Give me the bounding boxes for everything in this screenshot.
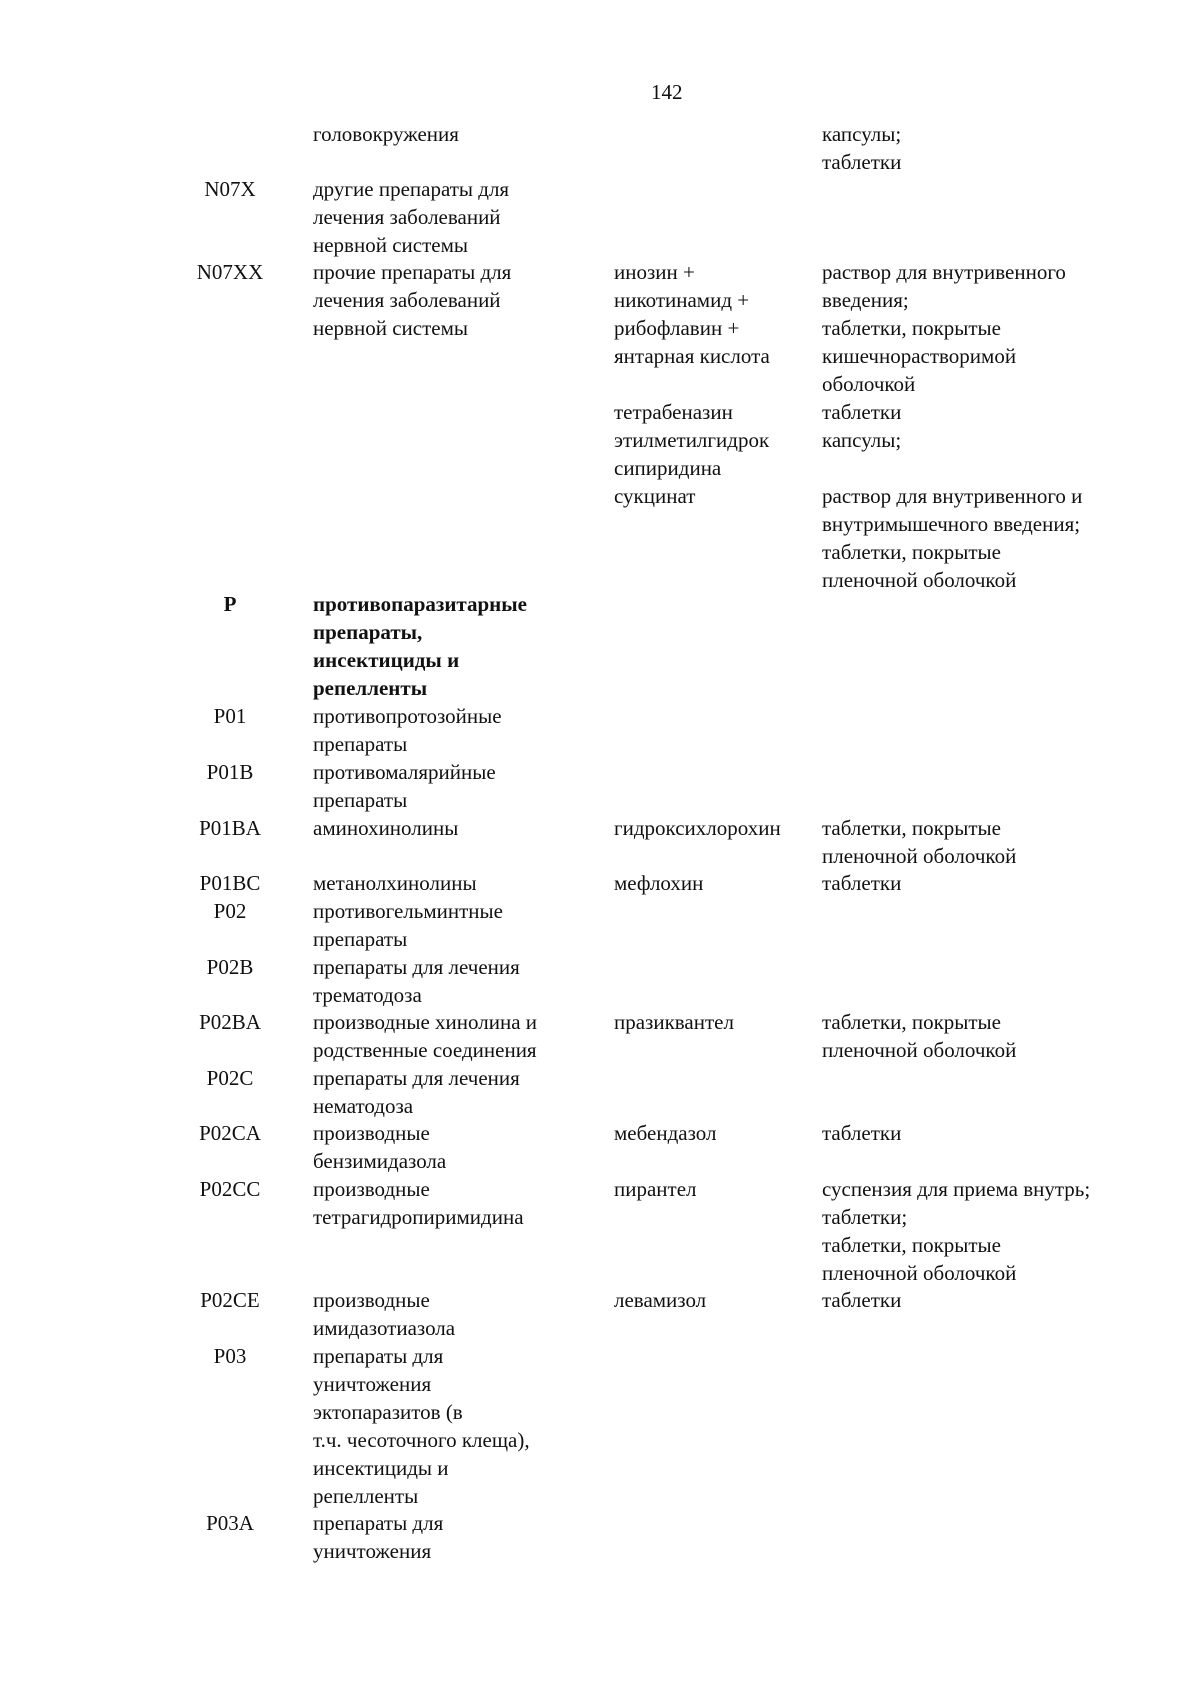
anatomical-therapeutic-group (313, 1064, 593, 1120)
text-line: репелленты (313, 676, 428, 700)
dosage-form-column (822, 1175, 1152, 1287)
text-line: празиквантел (614, 1010, 734, 1034)
text-line: левамизол (614, 1288, 707, 1312)
text-line: имидазотиазола (313, 1316, 456, 1340)
text-line: препараты для лечения (313, 1066, 520, 1090)
atc-code: P (223, 592, 237, 616)
anatomical-therapeutic-group (313, 120, 593, 148)
text-line: пленочной оболочкой (822, 1038, 1017, 1062)
atc-code: P02BA (199, 1010, 261, 1034)
text-line: противомалярийные (313, 760, 496, 784)
text-line: головокружения (313, 122, 459, 146)
anatomical-therapeutic-group (313, 897, 593, 953)
anatomical-therapeutic-group (313, 702, 593, 758)
text-line: таблетки, покрытые (822, 316, 1001, 340)
text-line: нематодоза (313, 1094, 414, 1118)
text-line: аминохинолины (313, 816, 459, 840)
drug-name (614, 1008, 814, 1064)
drug-name (614, 1175, 814, 1287)
drug-name-column (614, 120, 814, 176)
text-line (822, 454, 1152, 482)
dosage-form (822, 1008, 1152, 1064)
text-line: производные (313, 1177, 430, 1201)
atc-code: P01 (213, 704, 247, 728)
drug-name-column (614, 258, 814, 594)
anatomical-therapeutic-group (313, 758, 593, 814)
text-line: трематодоза (313, 983, 422, 1007)
text-line: препараты (313, 788, 408, 812)
text-line: бензимидазола (313, 1149, 447, 1173)
atc-code: P02CE (200, 1288, 260, 1312)
text-line: уничтожения (313, 1372, 432, 1396)
text-line: препараты (313, 732, 408, 756)
atc-code: P02 (213, 899, 247, 923)
dosage-form (822, 120, 1152, 176)
text-line: другие препараты для (313, 177, 510, 201)
text-line: капсулы; (822, 428, 902, 452)
text-line: противогельминтные (313, 899, 503, 923)
text-line: пленочной оболочкой (822, 1261, 1017, 1285)
text-line: гидроксихлорохин (614, 816, 781, 840)
dosage-form-column (822, 1119, 1152, 1147)
text-line: кишечнорастворимой (822, 344, 1017, 368)
text-line: препараты (313, 927, 408, 951)
text-line: нервной системы (313, 316, 468, 340)
drug-name-column (614, 1119, 814, 1147)
atc-code: P02CA (199, 1121, 261, 1145)
anatomical-therapeutic-group (313, 1342, 593, 1510)
dosage-form-column (822, 869, 1152, 897)
dosage-form-column (822, 814, 1152, 870)
text-line: таблетки, покрытые (822, 816, 1001, 840)
text-line: противопаразитарные (313, 592, 527, 616)
text-line: т.ч. чесоточного клеща), (313, 1428, 530, 1452)
anatomical-therapeutic-group (313, 1175, 593, 1231)
text-line: пленочной оболочкой (822, 844, 1017, 868)
text-line: таблетки (822, 1121, 902, 1145)
drug-name (614, 426, 814, 594)
drug-name-column (614, 1008, 814, 1064)
text-line: противопротозойные (313, 704, 502, 728)
atc-code: N07X (204, 177, 256, 201)
text-line: сипиридина (614, 456, 722, 480)
dosage-form (822, 258, 1152, 398)
text-line: введения; (822, 288, 909, 312)
anatomical-therapeutic-group (313, 1509, 593, 1565)
text-line: родственные соединения (313, 1038, 537, 1062)
text-line: оболочкой (822, 372, 916, 396)
text-line: препараты для лечения (313, 955, 520, 979)
drug-name (614, 1286, 814, 1314)
text-line: внутримышечного введения; (822, 512, 1081, 536)
drug-name-column (614, 1175, 814, 1287)
text-line: лечения заболеваний (313, 205, 501, 229)
dosage-form-column (822, 120, 1152, 176)
dosage-form (822, 869, 1152, 897)
text-line: эктопаразитов (в (313, 1400, 463, 1424)
text-line: лечения заболеваний (313, 288, 501, 312)
atc-code: P01BC (199, 871, 261, 895)
text-line: тетрагидропиримидина (313, 1205, 524, 1229)
dosage-form-column (822, 1008, 1152, 1064)
text-line: пленочной оболочкой (822, 568, 1017, 592)
anatomical-therapeutic-group (313, 1008, 593, 1064)
dosage-form (822, 426, 1152, 594)
drug-name-column (614, 814, 814, 870)
text-line: никотинамид + (614, 288, 750, 312)
text-line: мефлохин (614, 871, 704, 895)
dosage-form-column (822, 1286, 1152, 1314)
dosage-form (822, 814, 1152, 870)
text-line: таблетки, покрытые (822, 1233, 1001, 1257)
text-line: прочие препараты для (313, 260, 512, 284)
text-line: таблетки; (822, 1205, 908, 1229)
anatomical-therapeutic-group (313, 258, 593, 342)
atc-code: P03 (213, 1344, 247, 1368)
atc-code: P02C (206, 1066, 254, 1090)
text-line: пирантел (614, 1177, 697, 1201)
anatomical-therapeutic-group (313, 1119, 593, 1175)
drug-name (614, 1119, 814, 1147)
text-line: препараты для (313, 1344, 444, 1368)
dosage-form (822, 1119, 1152, 1147)
anatomical-therapeutic-group (313, 869, 593, 897)
dosage-form-column (822, 258, 1152, 594)
text-line: препараты, (313, 620, 423, 644)
text-line: янтарная кислота (614, 344, 770, 368)
anatomical-therapeutic-group (313, 953, 593, 1009)
text-line: этилметилгидрок (614, 428, 770, 452)
text-line: нервной системы (313, 233, 468, 257)
drug-name-column (614, 869, 814, 897)
text-line: препараты для (313, 1511, 444, 1535)
atc-code: N07XX (196, 260, 264, 284)
atc-code: P01BA (199, 816, 261, 840)
atc-code: P02B (206, 955, 254, 979)
text-line: таблетки (822, 400, 902, 424)
text-line: производные (313, 1121, 430, 1145)
text-line: таблетки, покрытые (822, 1010, 1001, 1034)
text-line: раствор для внутривенного и (822, 484, 1083, 508)
text-line: производные (313, 1288, 430, 1312)
anatomical-therapeutic-group (313, 1286, 593, 1342)
text-line: инсектициды и (313, 648, 460, 672)
atc-code: P03A (206, 1511, 254, 1535)
atc-code: P02CC (199, 1177, 261, 1201)
text-line: таблетки (822, 150, 902, 174)
atc-code: P01B (206, 760, 254, 784)
text-line: капсулы; (822, 122, 902, 146)
text-line: таблетки (822, 1288, 902, 1312)
text-line: суспензия для приема внутрь; (822, 1177, 1091, 1201)
drug-name-column (614, 1286, 814, 1314)
text-line: таблетки, покрытые (822, 540, 1001, 564)
drug-name (614, 814, 814, 870)
dosage-form (822, 1286, 1152, 1314)
text-line: рибофлавин + (614, 316, 740, 340)
text-line: инозин + (614, 260, 695, 284)
anatomical-therapeutic-group (313, 814, 593, 842)
drug-name (614, 869, 814, 897)
page-number: 142 (651, 80, 683, 104)
dosage-form (822, 398, 1152, 426)
anatomical-therapeutic-group (313, 175, 593, 259)
text-line: раствор для внутривенного (822, 260, 1066, 284)
drug-name (614, 398, 814, 426)
text-line: инсектициды и (313, 1456, 449, 1480)
text-line: уничтожения (313, 1539, 432, 1563)
anatomical-therapeutic-group (313, 590, 593, 702)
text-line: метанолхинолины (313, 871, 477, 895)
text-line: сукцинат (614, 484, 696, 508)
drug-name (614, 120, 814, 176)
text-line: мебендазол (614, 1121, 717, 1145)
text-line: производные хинолина и (313, 1010, 538, 1034)
text-line: таблетки (822, 871, 902, 895)
dosage-form (822, 1175, 1152, 1287)
text-line: тетрабеназин (614, 400, 733, 424)
drug-name (614, 258, 814, 398)
text-line: репелленты (313, 1484, 419, 1508)
